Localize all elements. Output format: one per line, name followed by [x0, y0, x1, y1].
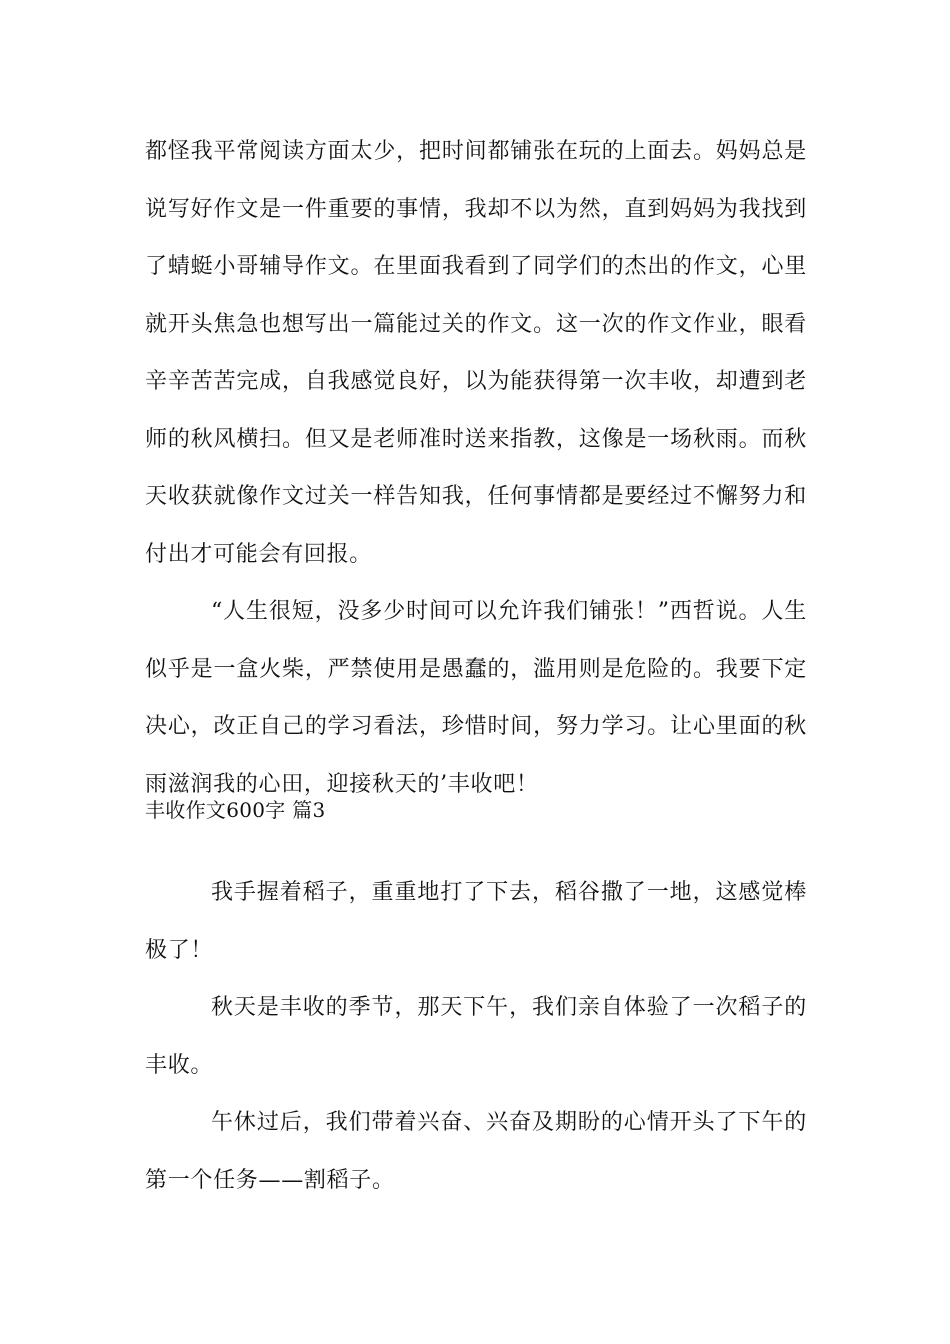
section-heading: 丰收作文600字 篇3	[145, 798, 326, 822]
paragraph: 我手握着稻子，重重地打了下去，稻谷撒了一地，这感觉棒极了！	[145, 880, 807, 963]
paragraph: 都怪我平常阅读方面太少，把时间都铺张在玩的上面去。妈妈总是说写好作文是一件重要的事情，我却不以为然，直到妈妈为我找到了蜻蜓小哥辅导作文。在里面我看到了同学们的杰出的作文，心里就开头焦急也想写出一篇能过关的作文。这一次的作文作业，眼看辛辛苦苦完成，自我感觉良好，以为能获得第一次丰收，却遭到老师的秋风横扫。但又是老师准时送来指教，这像是一场秋雨。而秋天收获就像作文过关一样告知我，任何事情都是要经过不懈努力和付出才可能会有回报。	[145, 139, 807, 567]
paragraph-block-middle	[145, 583, 807, 813]
paragraph-block-top	[145, 123, 807, 583]
paragraph: 午休过后，我们带着兴奋、兴奋及期盼的心情开头了下午的第一个任务——割稻子。	[145, 1110, 807, 1193]
paragraph: 秋天是丰收的季节，那天下午，我们亲自体验了一次稻子的丰收。	[145, 995, 807, 1078]
paragraph: “人生很短，没多少时间可以允许我们铺张！”西哲说。人生似乎是一盒火柴，严禁使用是愚蠢的，滥用则是危险的。我要下定决心，改正自己的学习看法，珍惜时间，努力学习。让心里面的秋雨滋润我的心田，迎接秋天的’丰收吧！	[145, 599, 807, 797]
paragraph-block-bottom	[145, 864, 807, 1209]
